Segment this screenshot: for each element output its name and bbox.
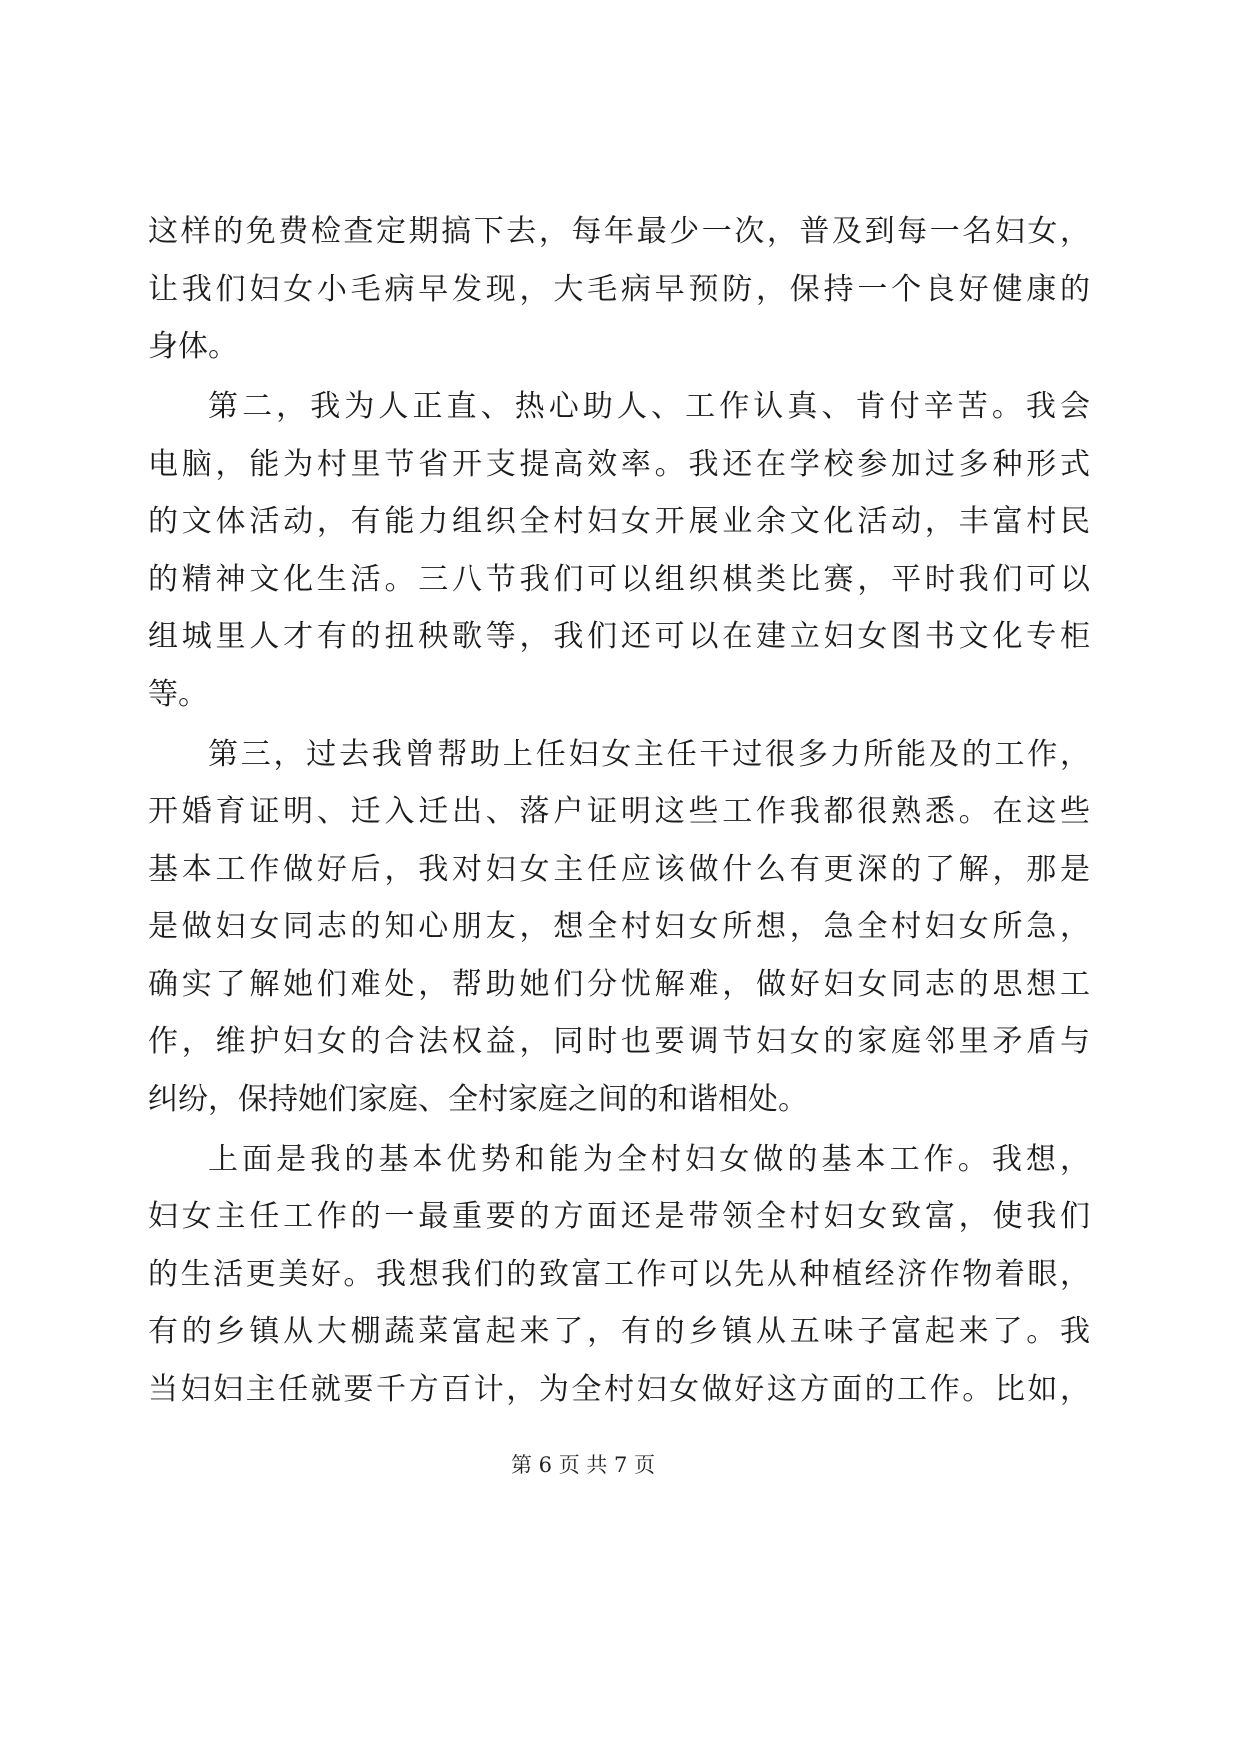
paragraph: [148, 378, 1090, 723]
paragraph: [148, 726, 1090, 1129]
paragraph-line: 这样的免费检查定期搞下去，每年最少一次，普及到每一名妇女，: [148, 214, 1090, 249]
paragraph-line: 等。: [148, 676, 208, 712]
paragraph-line: 第三，过去我曾帮助上任妇女主任干过很多力所能及的工作，: [208, 736, 1090, 772]
paragraph: [148, 203, 1090, 376]
paragraph-line: 开婚育证明、迁入迁出、落户证明这些工作我都很熟悉。在这些: [148, 794, 1090, 829]
paragraph-line: 确实了解她们难处，帮助她们分忧解难，做好妇女同志的思想工: [148, 966, 1090, 1002]
paragraph-line: 有的乡镇从大棚蔬菜富起来了，有的乡镇从五味子富起来了。我: [148, 1314, 1090, 1349]
paragraph-line: 组城里人才有的扭秧歌等，我们还可以在建立妇女图书文化专柜: [148, 619, 1090, 654]
body-text: [148, 203, 1090, 1418]
paragraph: [148, 1131, 1090, 1419]
paragraph-line: 妇女主任工作的一最重要的方面还是带领全村妇女致富，使我们: [148, 1199, 1090, 1234]
paragraph-line: 是做妇女同志的知心朋友，想全村妇女所想，急全村妇女所急，: [148, 909, 1090, 944]
paragraph-line: 纠纷，保持她们家庭、全村家庭之间的和谐相处。: [148, 1081, 808, 1117]
paragraph-line: 身体。: [148, 329, 238, 364]
paragraph-line: 的精神文化生活。三八节我们可以组织棋类比赛，平时我们可以: [148, 561, 1090, 597]
paragraph-line: 第二，我为人正直、热心助人、工作认真、肯付辛苦。我会: [208, 389, 1090, 424]
paragraph-line: 让我们妇女小毛病早发现，大毛病早预防，保持一个良好健康的: [148, 271, 1090, 307]
page-number-footer: 第 6 页 共 7 页: [511, 1453, 656, 1477]
paragraph-line: 上面是我的基本优势和能为全村妇女做的基本工作。我想，: [208, 1141, 1090, 1177]
paragraph-line: 的文体活动，有能力组织全村妇女开展业余文化活动，丰富村民: [148, 504, 1090, 539]
paragraph-line: 的生活更美好。我想我们的致富工作可以先从种植经济作物着眼，: [148, 1256, 1090, 1292]
paragraph-line: 当妇妇主任就要千方百计，为全村妇女做好这方面的工作。比如，: [148, 1371, 1090, 1407]
paragraph-line: 电脑，能为村里节省开支提高效率。我还在学校参加过多种形式: [148, 446, 1090, 482]
paragraph-line: 基本工作做好后，我对妇女主任应该做什么有更深的了解，那是: [148, 851, 1090, 887]
paragraph-line: 作，维护妇女的合法权益，同时也要调节妇女的家庭邻里矛盾与: [148, 1024, 1090, 1059]
